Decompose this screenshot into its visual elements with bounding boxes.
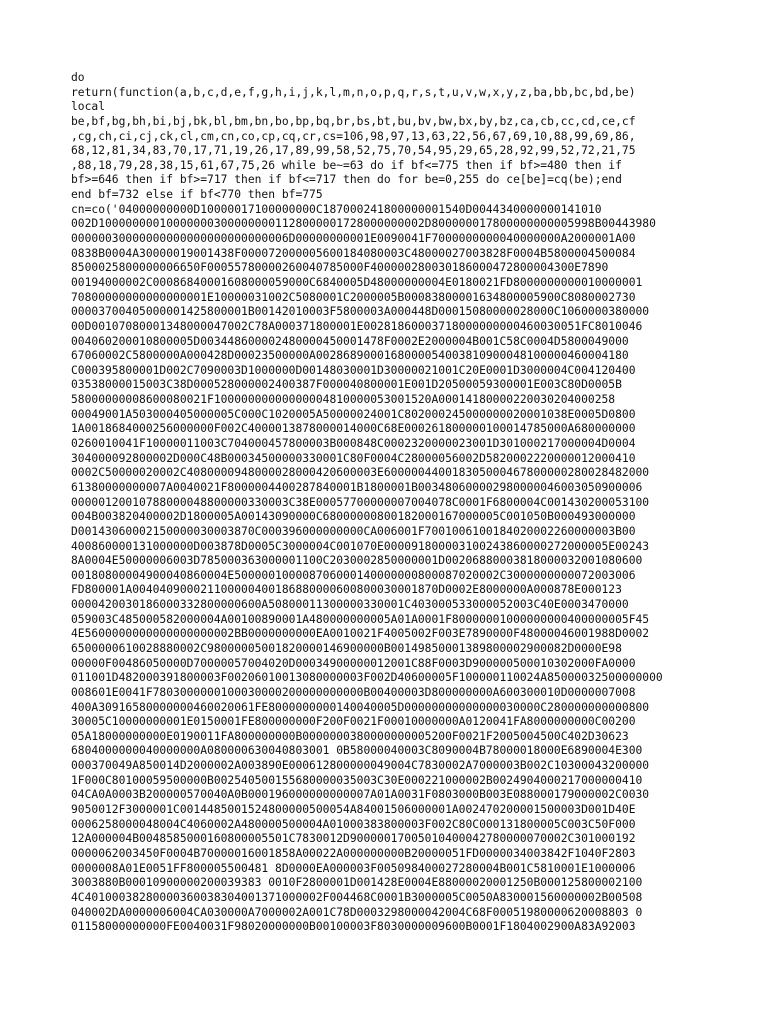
- code-line: 58000000008600080021F10000000000000004810000053001520A00014180000220030204000258: [71, 393, 616, 407]
- code-line: ,cg,ch,ci,cj,ck,cl,cm,cn,co,cp,cq,cr,cs=106,98,97,13,63,22,56,67,69,10,88,99,69,86,: [71, 129, 636, 143]
- code-line: 1F000C80100059500000B002540500155680000035003C30E000221000002B0024904000217000000410: [71, 773, 643, 787]
- code-line: 008601E0041F7803000000100030000200000000000B00400003D800000000A600300010D0000007008: [71, 685, 636, 699]
- code-line: local: [71, 100, 106, 114]
- code-line: 03538000015003C38D000528000002400387F000040800001E001D20500059300001E003C80D0005B: [71, 378, 622, 392]
- code-line: [71, 964, 701, 979]
- code-line: 1A0018684000256000000F002C4000013878000014000C68E000261800000100014785000A680000000: [71, 422, 636, 436]
- code-line: 61380000000007A0040021F8000004400287840001B1800001B003480600002980000046003050900006: [71, 480, 643, 494]
- code-line: 304000092800002D000C48B00034500000330001C80F0004C28000056002D5820002220000012000410: [71, 451, 636, 465]
- code-line: cn=co('04000000000D10000017100000000C187000241800000001540D0044340000000141010: [71, 202, 602, 216]
- code-line: C000395800001D002C7090003D1000000D00148030001D30000021001C20E0001D3000004C004120400: [71, 363, 636, 377]
- code-line: 00049001A503000405000005C000C1020005A50000024001C802000245000000020001038E0005D0800: [71, 407, 636, 421]
- code-document: [71, 71, 701, 979]
- code-line: 30005C10000000001E0150001FE800000000F200F0021F00010000000A0120041FA8000000000C00200: [71, 715, 636, 729]
- code-line: end bf=732 else if bf<770 then bf=775: [71, 188, 323, 202]
- code-line: 05A18000000000E0190011FA800000000B0000000380000000005200F0021F2005004500C402D30623: [71, 729, 629, 743]
- code-line: 12A000004B0048585000160800005501C7830012D90000017005010400042780000070002C301000192: [71, 832, 636, 846]
- code-line: 0000008A01E0051FF800005500481 8D0000EA000003F005098400027280004B001C5810001E1000006: [71, 861, 636, 875]
- code-line: 8500025800000006650F00055780000260040785000F400000280030186000472800004300E7890: [71, 261, 609, 275]
- code-line: 002D100000000100000003000000001128000001728000000002D800000017800000000005998B00443980: [71, 217, 656, 231]
- code-line: FD800001A004040900021100000400186880000600800030001870D0002E8000000A000878E000123: [71, 583, 622, 597]
- code-line: 004060200010800005D003448600002480000450001478F0002E2000004B001C58C0004D5800049000: [71, 334, 629, 348]
- code-line: 4C40100038280000360038304001371000002F004468C0001B3000005C0050A830001560000002B00508: [71, 890, 643, 904]
- code-line: be,bf,bg,bh,bi,bj,bk,bl,bm,bn,bo,bp,bq,br,bs,bt,bu,bv,bw,bx,by,bz,ca,cb,cc,cd,ce,cf: [71, 114, 636, 128]
- code-line: 400860000131000000D003878D0005C3000004C001070E000091800003100243860000272000005E00243: [71, 539, 650, 553]
- code-line: 9050012F3000001C0014485001524800000500054A84001506000001A002470200001500003D001D40E: [71, 803, 636, 817]
- code-line: 00000120010788000048800000330003C38E00057700000007004078C0001F6800004C001430200053100: [71, 495, 650, 509]
- code-line: 01158000000000FE0040031F98020000000B00100003F8030000009600B0001F1804002900A83A92003: [71, 920, 636, 934]
- code-line: bf>=646 then if bf>=717 then if bf<=717 then do for be=0,255 do ce[be]=cq(be);end: [71, 173, 622, 187]
- code-line: 040002DA0000006004CA030000A7000002A001C78D0003298000042004C68F00051980000620008803 0: [71, 905, 643, 919]
- code-line: 00000F00486050000D70000057004020D00034900000012001C88F0003D900000500010302000FA0000: [71, 656, 636, 670]
- code-line: 8A0004E50000006003D785000363000001100C2030002850000001D00206880003818000032001080600: [71, 554, 643, 568]
- code-line: [71, 935, 701, 950]
- code-line: 400A30916580000000460020061FE8000000000140040005D00000000000000030000C280000000000800: [71, 700, 650, 714]
- code-line: 67060002C5800000A000428D00023500000A0028689000168000054003810900048100000460004180: [71, 349, 629, 363]
- code-line: 04CA0A0003B200000570040A0B000196000000000007A01A0031F0803000B003E088000179000002C0030: [71, 788, 650, 802]
- code-line: do: [71, 71, 85, 84]
- code-line: 0000062003450F0004B70000016001858A00022A000000000B20000051FD0000034003842F1040F2803: [71, 846, 636, 860]
- code-line: return(function(a,b,c,d,e,f,g,h,i,j,k,l,m,n,o,p,q,r,s,t,u,v,w,x,y,z,ba,bb,bc,bd,be): [71, 85, 636, 99]
- code-line: 059003C485000582000004A00100890001A480000000005A01A0001F80000001000000000400000005F45: [71, 612, 650, 626]
- code-line: 00D00107080001348000047002C78A000371800001E00281860003718000000000460030051FC8010046: [71, 319, 643, 333]
- code-line: ,88,18,79,28,38,15,61,67,75,26 while be~=63 do if bf<=775 then if bf>=480 then if: [71, 158, 622, 172]
- code-line: 0260010041F10000011003C704000457800003B000848C0002320000023001D301000217000004D0004: [71, 437, 636, 451]
- code-line: 3003880B00010900000200039383 0010F2800001D001428E0004E88000020001250B000125800002100: [71, 876, 643, 890]
- code-line: 004B003820400002D1800005A00143090000C68000000800182000167000005C001050B000493000000: [71, 510, 636, 524]
- code-line: 00194000002C00086840001608000059000C6840005D48000000004E0180021FD8000000000010000001: [71, 275, 643, 289]
- code-line: 6804000000040000000A080000630040803001 0B58000040003C8090004B78000018000E6890004E300: [71, 744, 643, 758]
- code-line: 4E5600000000000000000002BB0000000000EA0010021F4005002F003E7890000F48000046001988D0002: [71, 627, 650, 641]
- code-line: 000370049A850014D2000002A003890E000612800000049004C7830002A7000003B002C10300043200000: [71, 759, 650, 773]
- code-line: D00143060002150000030003870C000396000000000CA006001F7001006100184020002260000003B00: [71, 524, 636, 538]
- code-line: 6500000610028880002C98000005001820000146900000B00149850001389800002900082D0000E98: [71, 641, 622, 655]
- code-line: 011001D482000391800003F00206010013080000003F002D40600005F100000110024A85000032500000000: [71, 671, 663, 685]
- code-line: 68,12,81,34,83,70,17,71,19,26,17,89,99,58,52,75,70,54,95,29,65,28,92,99,52,72,21,75: [71, 144, 636, 158]
- code-line: 0838B0004A30000019001438F000072000005600184080003C48000027003828F0004B5800004500084: [71, 246, 636, 260]
- code-line: 0002C50000020002C4080000948000028000420600003E600000440018305000467800000280028482000: [71, 466, 650, 480]
- code-line: 0000420030186000332800000600A50800011300000330001C403000533000052003C40E0003470000: [71, 598, 629, 612]
- code-line: [71, 949, 701, 964]
- code-line: 00000030000000000000000000000006D00000000001E0090041F7000000000040000000A2000001A00: [71, 232, 636, 246]
- code-line: 70800000000000000001E10000031002C5080001C2000005B00083800001634800005900C8080002730: [71, 290, 636, 304]
- code-line: 00180800004900040860004E500000100008706000140000000800087020002C3000000000072003006: [71, 568, 636, 582]
- code-line: 00003700405000001425800001B00142010003F5800003A000448D00015080000028000C1060000380000: [71, 305, 650, 319]
- code-line: 0006258000048004C4060002A480000500004A01000383800003F002C80C000131800005C003C50F000: [71, 817, 636, 831]
